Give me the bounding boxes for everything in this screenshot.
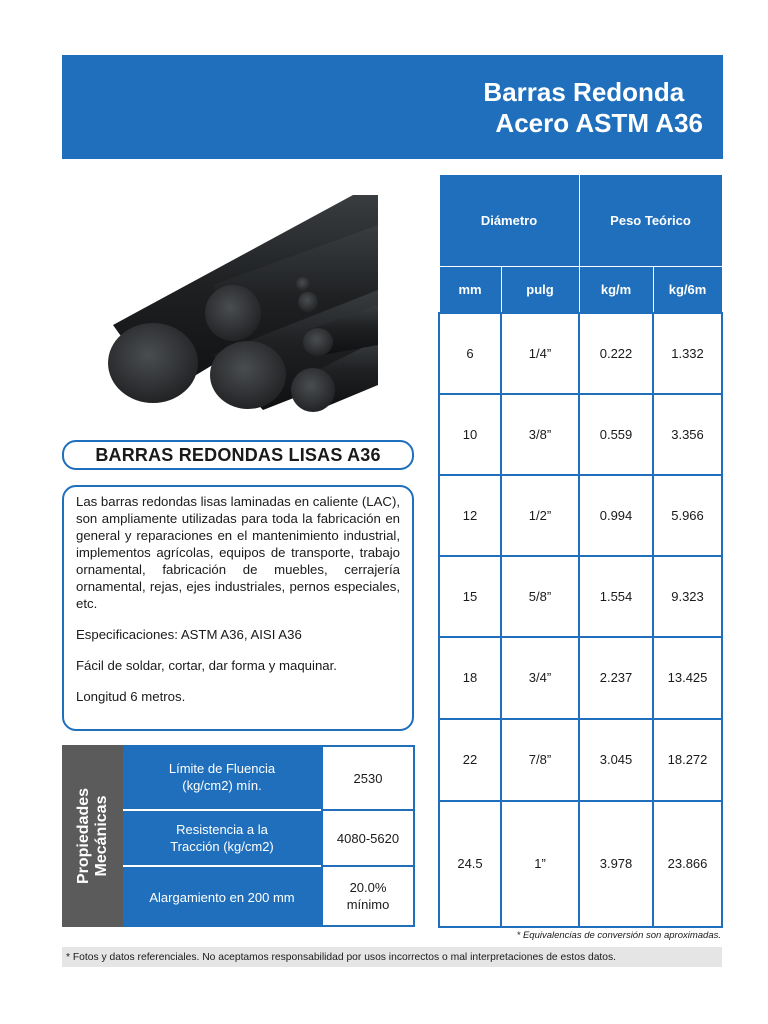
mech-label [123, 745, 321, 811]
page-title [483, 77, 703, 139]
bar-end-tiny-2 [296, 277, 310, 291]
mech-label [123, 867, 321, 927]
header-diameter: Diámetro [439, 175, 579, 267]
length-text: Longitud 6 metros. [76, 689, 186, 704]
title-line-1: Barras Redonda [483, 77, 685, 107]
workability-text: Fácil de soldar, cortar, dar forma y maquinar. [76, 658, 337, 673]
section-heading: BARRAS REDONDAS LISAS A36 [62, 440, 414, 470]
mech-label [123, 811, 321, 867]
mechanical-properties [62, 745, 415, 927]
cell-pulg: 3/4” [501, 637, 579, 719]
mech-value [321, 867, 415, 927]
table-sub-header-row [439, 267, 722, 313]
cell-kg-m: 2.237 [579, 637, 653, 719]
mechanical-side-label [62, 745, 123, 927]
cell-pulg: 1” [501, 801, 579, 927]
value-line-1: 20.0% [349, 880, 387, 895]
header-kg-6m: kg/6m [653, 267, 722, 313]
cell-kg-6m: 18.272 [653, 719, 722, 801]
description-paragraph: Las barras redondas lisas laminadas en caliente (LAC), son ampliamente utilizadas para toda la fabricación en general y reparaciones en el mantenimiento industrial, implementos agrícolas, equipos de transporte, trabajo ornamental, fabricación de muebles, cerrajería ornamental, rejas, ejes industriales, pernos especiales, etc. [76, 494, 400, 611]
cell-kg-6m: 1.332 [653, 313, 722, 394]
steel-bars-photo [103, 195, 378, 425]
mech-value [321, 745, 415, 811]
footer-disclaimer: * Fotos y datos referenciales. No aceptamos responsabilidad por usos incorrectos o mal interpretaciones de estos datos. [62, 947, 722, 967]
cell-kg-6m: 23.866 [653, 801, 722, 927]
weight-table [438, 174, 723, 928]
table-row [439, 475, 722, 556]
bar-end-medium-front [210, 341, 286, 409]
bar-end-small-front [291, 368, 335, 412]
specifications-text: Especificaciones: ASTM A36, AISI A36 [76, 627, 302, 642]
table-row [439, 313, 722, 394]
cell-kg-m: 3.045 [579, 719, 653, 801]
cell-kg-6m: 9.323 [653, 556, 722, 637]
cell-kg-m: 0.222 [579, 313, 653, 394]
label-line-1: Alargamiento en 200 mm [149, 889, 295, 905]
label-line-2: Tracción (kg/cm2) [170, 839, 274, 854]
bar-end-tiny-1 [298, 292, 318, 312]
cell-kg-m: 0.994 [579, 475, 653, 556]
cell-mm: 24.5 [439, 801, 501, 927]
header-pulg: pulg [501, 267, 579, 313]
table-row [439, 556, 722, 637]
label-line-2: (kg/cm2) mín. [182, 778, 262, 793]
bar-end-medium-back [205, 285, 261, 341]
mech-value [321, 811, 415, 867]
cell-kg-m: 3.978 [579, 801, 653, 927]
cell-kg-6m: 3.356 [653, 394, 722, 475]
side-label-line-1: Propiedades [74, 787, 92, 885]
cell-pulg: 1/4” [501, 313, 579, 394]
bar-end-small-mid [303, 328, 333, 356]
description-box [62, 485, 414, 731]
cell-pulg: 1/2” [501, 475, 579, 556]
table-row [439, 394, 722, 475]
value-line-2: mínimo [346, 897, 390, 912]
cell-kg-6m: 13.425 [653, 637, 722, 719]
header-banner [62, 55, 723, 159]
label-line-1: Resistencia a la [176, 822, 268, 837]
cell-mm: 10 [439, 394, 501, 475]
mech-row-elongation [123, 867, 415, 927]
table-group-header-row [439, 175, 722, 267]
cell-mm: 6 [439, 313, 501, 394]
table-row [439, 719, 722, 801]
conversion-note: * Equivalencias de conversión son aproximadas. [516, 930, 721, 941]
value-line-1: 4080-5620 [336, 830, 400, 846]
cell-kg-m: 0.559 [579, 394, 653, 475]
table-row [439, 801, 722, 927]
cell-kg-m: 1.554 [579, 556, 653, 637]
cell-pulg: 5/8” [501, 556, 579, 637]
cell-kg-6m: 5.966 [653, 475, 722, 556]
bar-end-large [108, 323, 198, 403]
mech-row-tensile [123, 811, 415, 867]
header-kg-m: kg/m [579, 267, 653, 313]
label-line-1: Límite de Fluencia [168, 761, 276, 776]
cell-pulg: 3/8” [501, 394, 579, 475]
cell-pulg: 7/8” [501, 719, 579, 801]
cell-mm: 18 [439, 637, 501, 719]
header-mm: mm [439, 267, 501, 313]
cell-mm: 15 [439, 556, 501, 637]
header-theoretical-weight: Peso Teórico [579, 175, 722, 267]
title-line-2: Acero ASTM A36 [495, 108, 703, 138]
cell-mm: 22 [439, 719, 501, 801]
value-line-1: 2530 [353, 770, 383, 786]
cell-mm: 12 [439, 475, 501, 556]
mech-row-yield [123, 745, 415, 811]
side-label-line-2: Mecánicas [92, 795, 110, 877]
table-row [439, 637, 722, 719]
